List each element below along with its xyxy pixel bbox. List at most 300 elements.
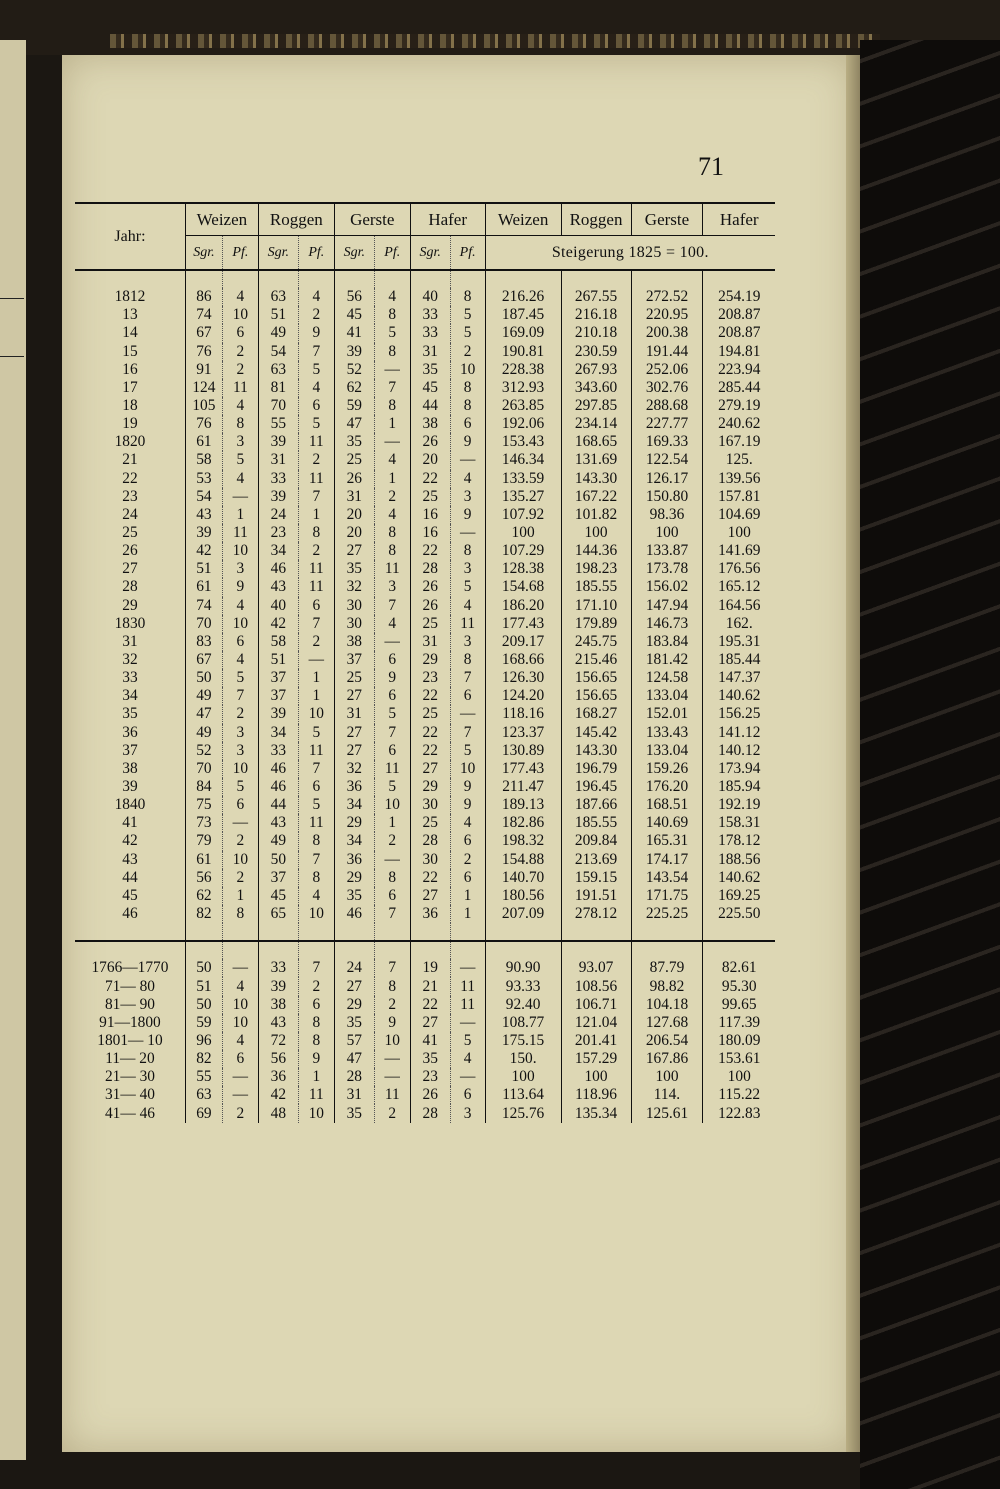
w_sgr-cell: 69 xyxy=(185,1104,222,1122)
w_pf-cell: 4 xyxy=(222,597,258,615)
h_sgr-cell: 31 xyxy=(410,343,450,361)
ir-cell: 156.65 xyxy=(561,687,631,705)
ig-cell: 191.44 xyxy=(631,343,703,361)
table-row xyxy=(75,724,775,742)
h_pf-cell: 9 xyxy=(450,796,485,814)
g_pf-cell: 7 xyxy=(374,597,410,615)
r_sgr-cell: 54 xyxy=(258,343,298,361)
g_pf-cell: — xyxy=(374,361,410,379)
ih-cell: 158.31 xyxy=(718,814,761,832)
w_sgr-cell: 124 xyxy=(185,379,222,397)
r_sgr-cell: 42 xyxy=(258,615,298,633)
iw-cell: 124.20 xyxy=(485,687,561,705)
w_pf-cell: 4 xyxy=(222,977,258,995)
h_sgr-cell: 41 xyxy=(410,1032,450,1050)
ih-cell: 188.56 xyxy=(718,850,761,868)
w_sgr-cell: 51 xyxy=(185,560,222,578)
ig-cell: 272.52 xyxy=(631,288,703,306)
spacer-row xyxy=(75,270,775,288)
r_sgr-cell: 33 xyxy=(258,959,298,977)
spacer-cell xyxy=(410,923,450,941)
w_sgr-cell: 74 xyxy=(185,597,222,615)
h_sgr-cell: 33 xyxy=(410,306,450,324)
ih-cell: 115.22 xyxy=(718,1086,761,1104)
ih-cell: 165.12 xyxy=(718,578,761,596)
r_sgr-cell: 56 xyxy=(258,1050,298,1068)
ih-cell: 100 xyxy=(727,524,751,542)
ih-cell: 122.83 xyxy=(718,1104,761,1122)
iw-cell: 182.86 xyxy=(485,814,561,832)
h_pf-cell: 8 xyxy=(450,542,485,560)
price-header-gerste: Gerste xyxy=(334,203,410,236)
w_pf-cell: 10 xyxy=(222,1014,258,1032)
g_sgr-cell: 34 xyxy=(334,796,374,814)
spacer-cell xyxy=(374,941,410,959)
ir-cell: 267.93 xyxy=(561,361,631,379)
table-row xyxy=(75,1104,775,1122)
table-row xyxy=(75,996,775,1014)
r_pf-cell: 5 xyxy=(298,724,334,742)
ir-cell: 215.46 xyxy=(561,651,631,669)
r_pf-cell: 5 xyxy=(298,796,334,814)
r_pf-cell: 2 xyxy=(298,977,334,995)
h_sgr-cell: 29 xyxy=(410,651,450,669)
w_sgr-cell: 55 xyxy=(185,1068,222,1086)
iw-cell: 126.30 xyxy=(485,669,561,687)
h_sgr-cell: 29 xyxy=(410,778,450,796)
h_pf-cell: 4 xyxy=(450,1050,485,1068)
ih-cell: 100 xyxy=(727,1068,751,1086)
h_pf-cell: 5 xyxy=(450,306,485,324)
g_sgr-cell: 39 xyxy=(334,343,374,361)
h_sgr-cell: 19 xyxy=(410,959,450,977)
table-row xyxy=(75,651,775,669)
ih-cell: 139.56 xyxy=(718,469,761,487)
period-rows xyxy=(75,941,775,1122)
year-cell: 38 xyxy=(75,760,185,778)
w_pf-cell: 10 xyxy=(222,996,258,1014)
spacer-cell xyxy=(450,270,485,288)
ig-cell: 159.26 xyxy=(631,760,703,778)
table-row xyxy=(75,760,775,778)
g_sgr-cell: 31 xyxy=(334,488,374,506)
table-row xyxy=(75,597,775,615)
spacer-cell xyxy=(298,923,334,941)
ir-cell: 168.65 xyxy=(561,433,631,451)
w_sgr-cell: 82 xyxy=(185,905,222,923)
h_sgr-cell: 26 xyxy=(410,597,450,615)
spacer-cell xyxy=(298,270,334,288)
g_sgr-cell: 27 xyxy=(334,742,374,760)
g_sgr-cell: 32 xyxy=(334,578,374,596)
w_pf-cell: — xyxy=(222,1068,258,1086)
h_sgr-cell: 40 xyxy=(410,288,450,306)
w_sgr-cell: 62 xyxy=(185,887,222,905)
ih-cell: 140.62 xyxy=(718,687,761,705)
h_pf-cell: 7 xyxy=(450,724,485,742)
r_pf-cell: 10 xyxy=(298,705,334,723)
iw-cell: 123.37 xyxy=(485,724,561,742)
ig-cell: 146.73 xyxy=(631,615,703,633)
iw-cell: 154.88 xyxy=(485,851,561,869)
ih-cell: 180.09 xyxy=(718,1031,761,1049)
r_sgr-cell: 39 xyxy=(258,488,298,506)
ih-cell: 153.61 xyxy=(718,1050,761,1068)
table-row xyxy=(75,959,775,977)
h_pf-cell: 3 xyxy=(450,1104,485,1122)
w_pf-cell: 6 xyxy=(222,324,258,342)
ih-cell: 195.31 xyxy=(718,632,761,650)
g_sgr-cell: 35 xyxy=(334,887,374,905)
spacer-cell xyxy=(185,941,222,959)
g_sgr-cell: 62 xyxy=(334,379,374,397)
r_pf-cell: 4 xyxy=(298,288,334,306)
h_pf-cell: 11 xyxy=(450,996,485,1014)
ig-cell: 225.25 xyxy=(631,905,703,923)
r_pf-cell: 7 xyxy=(298,851,334,869)
g_sgr-cell: 25 xyxy=(334,451,374,469)
h_sgr-cell: 36 xyxy=(410,905,450,923)
w_pf-cell: 2 xyxy=(222,1104,258,1122)
ih-cell: 140.12 xyxy=(718,741,761,759)
iw-cell: 125.76 xyxy=(485,1104,561,1122)
w_sgr-cell: 86 xyxy=(185,288,222,306)
table-row xyxy=(75,379,775,397)
r_pf-cell: 11 xyxy=(298,742,334,760)
g_pf-cell: 10 xyxy=(374,796,410,814)
price-header-weizen: Weizen xyxy=(185,203,258,236)
iw-cell: 186.20 xyxy=(485,597,561,615)
unit-sgr: Sgr. xyxy=(185,236,222,271)
year-cell: 21— 30 xyxy=(75,1068,185,1086)
year-cell: 28 xyxy=(75,578,185,596)
spacer-cell xyxy=(703,270,775,288)
h_pf-cell: 6 xyxy=(450,1086,485,1104)
r_sgr-cell: 49 xyxy=(258,832,298,850)
spacer-cell xyxy=(374,270,410,288)
iw-cell: 190.81 xyxy=(485,343,561,361)
h_pf-cell: — xyxy=(450,705,485,723)
ih-cell: 156.25 xyxy=(718,705,761,723)
ih-cell: 192.19 xyxy=(718,796,761,814)
h_sgr-cell: 44 xyxy=(410,397,450,415)
g_sgr-cell: 27 xyxy=(334,977,374,995)
w_sgr-cell: 43 xyxy=(185,506,222,524)
r_sgr-cell: 45 xyxy=(258,887,298,905)
iw-cell: 175.15 xyxy=(485,1032,561,1050)
w_sgr-cell: 74 xyxy=(185,306,222,324)
w_sgr-cell: 73 xyxy=(185,814,222,832)
year-cell: 33 xyxy=(75,669,185,687)
ir-cell: 106.71 xyxy=(561,996,631,1014)
r_sgr-cell: 33 xyxy=(258,742,298,760)
h_pf-cell: 6 xyxy=(450,832,485,850)
ir-cell: 179.89 xyxy=(561,615,631,633)
w_pf-cell: 1 xyxy=(222,506,258,524)
grain-price-table xyxy=(75,202,775,1123)
g_sgr-cell: 57 xyxy=(334,1032,374,1050)
facing-page-edge xyxy=(0,40,26,1460)
g_sgr-cell: 41 xyxy=(334,324,374,342)
r_pf-cell: 4 xyxy=(298,887,334,905)
w_pf-cell: 4 xyxy=(222,651,258,669)
year-cell: 31 xyxy=(75,633,185,651)
w_pf-cell: 2 xyxy=(222,343,258,361)
ig-cell: 133.04 xyxy=(631,742,703,760)
w_sgr-cell: 49 xyxy=(185,687,222,705)
year-cell: 19 xyxy=(75,415,185,433)
h_pf-cell: — xyxy=(450,959,485,977)
h_sgr-cell: 22 xyxy=(410,470,450,488)
year-cell: 42 xyxy=(75,832,185,850)
g_sgr-cell: 25 xyxy=(334,669,374,687)
h_sgr-cell: 25 xyxy=(410,705,450,723)
spacer-cell xyxy=(631,941,703,959)
unit-pf: Pf. xyxy=(222,236,258,271)
table-row xyxy=(75,887,775,905)
spacer-cell xyxy=(334,941,374,959)
ig-cell: 220.95 xyxy=(631,306,703,324)
w_sgr-cell: 47 xyxy=(185,705,222,723)
r_pf-cell: 10 xyxy=(298,905,334,923)
w_sgr-cell: 61 xyxy=(185,433,222,451)
ig-cell: 165.31 xyxy=(631,832,703,850)
iw-cell: 130.89 xyxy=(485,742,561,760)
ih-cell: 173.94 xyxy=(718,759,761,777)
spacer-cell xyxy=(410,270,450,288)
w_pf-cell: 5 xyxy=(222,669,258,687)
iw-cell: 133.59 xyxy=(485,470,561,488)
table-row xyxy=(75,415,775,433)
ir-cell: 156.65 xyxy=(561,669,631,687)
g_pf-cell: 6 xyxy=(374,742,410,760)
ih-cell: 99.65 xyxy=(721,995,757,1013)
ih-cell: 194.81 xyxy=(718,342,761,360)
h_pf-cell: 8 xyxy=(450,379,485,397)
index-header-roggen: Roggen xyxy=(561,203,631,236)
r_sgr-cell: 33 xyxy=(258,470,298,488)
table-row xyxy=(75,560,775,578)
w_sgr-cell: 54 xyxy=(185,488,222,506)
spacer-cell xyxy=(703,923,775,941)
w_sgr-cell: 49 xyxy=(185,724,222,742)
table-row xyxy=(75,433,775,451)
ig-cell: 124.58 xyxy=(631,669,703,687)
w_sgr-cell: 82 xyxy=(185,1050,222,1068)
g_sgr-cell: 35 xyxy=(334,1104,374,1122)
iw-cell: 209.17 xyxy=(485,633,561,651)
year-cell: 11— 20 xyxy=(75,1050,185,1068)
table-row xyxy=(75,687,775,705)
page-number: 71 xyxy=(698,152,724,181)
h_sgr-cell: 22 xyxy=(410,724,450,742)
iw-cell: 135.27 xyxy=(485,488,561,506)
ig-cell: 252.06 xyxy=(631,361,703,379)
r_pf-cell: 8 xyxy=(298,869,334,887)
w_sgr-cell: 70 xyxy=(185,760,222,778)
g_sgr-cell: 32 xyxy=(334,760,374,778)
ih-cell: 82.61 xyxy=(721,959,757,977)
ig-cell: 168.51 xyxy=(631,796,703,814)
ih-cell: 176.56 xyxy=(718,560,761,578)
g_sgr-cell: 28 xyxy=(334,1068,374,1086)
w_pf-cell: 6 xyxy=(222,633,258,651)
g_sgr-cell: 31 xyxy=(334,705,374,723)
ir-cell: 185.55 xyxy=(561,578,631,596)
spacer-cell xyxy=(703,941,775,959)
r_pf-cell: 2 xyxy=(298,633,334,651)
ir-cell: 143.30 xyxy=(561,742,631,760)
ig-cell: 288.68 xyxy=(631,397,703,415)
g_sgr-cell: 59 xyxy=(334,397,374,415)
r_sgr-cell: 37 xyxy=(258,669,298,687)
r_sgr-cell: 51 xyxy=(258,306,298,324)
g_sgr-cell: 34 xyxy=(334,832,374,850)
year-cell: 17 xyxy=(75,379,185,397)
spacer-cell xyxy=(75,941,185,959)
r_sgr-cell: 46 xyxy=(258,760,298,778)
r_sgr-cell: 38 xyxy=(258,996,298,1014)
steigerung-header: Steigerung 1825 = 100. xyxy=(485,236,775,271)
table-row xyxy=(75,343,775,361)
spacer-cell xyxy=(222,941,258,959)
unit-pf: Pf. xyxy=(298,236,334,271)
iw-cell: 150. xyxy=(485,1050,561,1068)
iw-cell: 113.64 xyxy=(485,1086,561,1104)
g_sgr-cell: 35 xyxy=(334,560,374,578)
ig-cell: 200.38 xyxy=(631,324,703,342)
ir-cell: 187.66 xyxy=(561,796,631,814)
price-header-roggen: Roggen xyxy=(258,203,334,236)
r_sgr-cell: 81 xyxy=(258,379,298,397)
ih-cell: 178.12 xyxy=(718,832,761,850)
ir-cell: 157.29 xyxy=(561,1050,631,1068)
h_sgr-cell: 22 xyxy=(410,996,450,1014)
r_sgr-cell: 34 xyxy=(258,724,298,742)
facing-page-rule xyxy=(0,356,24,357)
year-cell: 24 xyxy=(75,506,185,524)
r_sgr-cell: 31 xyxy=(258,451,298,469)
h_sgr-cell: 28 xyxy=(410,832,450,850)
year-cell: 81— 90 xyxy=(75,996,185,1014)
g_pf-cell: 2 xyxy=(374,832,410,850)
g_sgr-cell: 45 xyxy=(334,306,374,324)
ir-cell: 230.59 xyxy=(561,343,631,361)
g_sgr-cell: 27 xyxy=(334,542,374,560)
spacer-cell xyxy=(258,270,298,288)
h_pf-cell: 11 xyxy=(450,977,485,995)
w_sgr-cell: 50 xyxy=(185,669,222,687)
ig-cell: 150.80 xyxy=(631,488,703,506)
year-cell: 1830 xyxy=(75,615,185,633)
r_sgr-cell: 63 xyxy=(258,361,298,379)
h_sgr-cell: 22 xyxy=(410,687,450,705)
w_pf-cell: 4 xyxy=(222,470,258,488)
h_pf-cell: 5 xyxy=(450,324,485,342)
year-cell: 13 xyxy=(75,306,185,324)
ir-cell: 196.79 xyxy=(561,760,631,778)
ig-cell: 206.54 xyxy=(631,1032,703,1050)
g_pf-cell: 9 xyxy=(374,669,410,687)
h_sgr-cell: 16 xyxy=(410,524,450,542)
g_pf-cell: 3 xyxy=(374,578,410,596)
g_pf-cell: 1 xyxy=(374,415,410,433)
h_pf-cell: — xyxy=(450,524,485,542)
r_pf-cell: 2 xyxy=(298,451,334,469)
page-fore-edge xyxy=(846,55,860,1452)
ir-cell: 267.55 xyxy=(561,288,631,306)
w_sgr-cell: 76 xyxy=(185,343,222,361)
g_pf-cell: 10 xyxy=(374,1032,410,1050)
ir-cell: 191.51 xyxy=(561,887,631,905)
g_pf-cell: — xyxy=(374,1050,410,1068)
ih-cell: 185.94 xyxy=(718,778,761,795)
w_pf-cell: 5 xyxy=(222,451,258,469)
h_pf-cell: — xyxy=(450,1014,485,1032)
price-header-hafer: Hafer xyxy=(410,203,485,236)
h_pf-cell: 6 xyxy=(450,869,485,887)
iw-cell: 187.45 xyxy=(485,306,561,324)
iw-cell: 207.09 xyxy=(485,905,561,923)
ir-cell: 210.18 xyxy=(561,324,631,342)
g_pf-cell: 4 xyxy=(374,615,410,633)
w_pf-cell: 11 xyxy=(222,524,258,542)
year-cell: 15 xyxy=(75,343,185,361)
ih-cell: 208.87 xyxy=(718,324,761,342)
g_sgr-cell: 52 xyxy=(334,361,374,379)
h_pf-cell: 7 xyxy=(450,669,485,687)
g_pf-cell: 7 xyxy=(374,905,410,923)
ir-cell: 135.34 xyxy=(561,1104,631,1122)
ih-cell: 141.12 xyxy=(718,723,761,741)
ig-cell: 171.75 xyxy=(631,887,703,905)
marbled-cover xyxy=(860,40,1000,1489)
r_pf-cell: 11 xyxy=(298,470,334,488)
ih-cell: 185.44 xyxy=(718,651,761,669)
year-cell: 41— 46 xyxy=(75,1104,185,1122)
w_sgr-cell: 50 xyxy=(185,996,222,1014)
w_sgr-cell: 39 xyxy=(185,524,222,542)
ir-cell: 278.12 xyxy=(561,905,631,923)
ir-cell: 143.30 xyxy=(561,470,631,488)
h_sgr-cell: 23 xyxy=(410,1068,450,1086)
unit-pf: Pf. xyxy=(374,236,410,271)
ig-cell: 167.86 xyxy=(631,1050,703,1068)
ig-cell: 133.43 xyxy=(631,724,703,742)
h_pf-cell: 4 xyxy=(450,597,485,615)
r_pf-cell: 7 xyxy=(298,343,334,361)
h_sgr-cell: 22 xyxy=(410,542,450,560)
spacer-cell xyxy=(185,923,222,941)
spacer-cell xyxy=(485,270,561,288)
h_sgr-cell: 26 xyxy=(410,433,450,451)
h_pf-cell: 2 xyxy=(450,343,485,361)
r_sgr-cell: 37 xyxy=(258,687,298,705)
h_sgr-cell: 27 xyxy=(410,1014,450,1032)
w_pf-cell: 2 xyxy=(222,705,258,723)
w_sgr-cell: 53 xyxy=(185,470,222,488)
w_pf-cell: 3 xyxy=(222,560,258,578)
h_pf-cell: 3 xyxy=(450,560,485,578)
h_pf-cell: 3 xyxy=(450,633,485,651)
g_pf-cell: 11 xyxy=(374,760,410,778)
iw-cell: 180.56 xyxy=(485,887,561,905)
g_pf-cell: 11 xyxy=(374,560,410,578)
h_pf-cell: 3 xyxy=(450,488,485,506)
w_sgr-cell: 83 xyxy=(185,633,222,651)
r_pf-cell: 7 xyxy=(298,959,334,977)
r_sgr-cell: 49 xyxy=(258,324,298,342)
